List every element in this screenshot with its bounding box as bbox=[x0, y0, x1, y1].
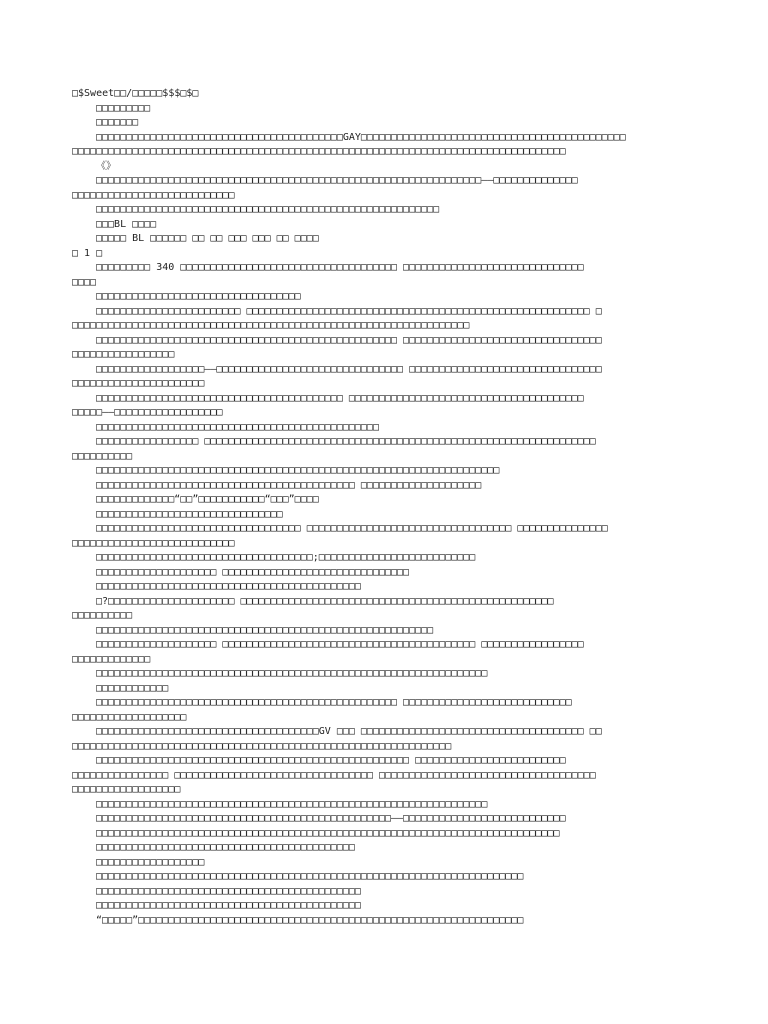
text-line: □□□□□□□□□□□□□□□□□□□□□□□□□□□□□□□□□□□□□□□□□□□□□□□□□□□□□□□□□□□□□□□□□ bbox=[96, 668, 488, 679]
text-line: □□□□□□□□□□□□ bbox=[96, 682, 169, 694]
text-line: □□□□□□□□□□□□□□□□□□□□□□□□□□□□□□□□□□□□□□□□□□□ bbox=[96, 842, 355, 853]
text-line: □□□□□□□□□□□□□□□□□□□□□□□□□□□□□□□□□□□□□□□□□□□□□□□□□——□□□□□□□□□□□□□□□□□□□□□□□□□□□ bbox=[96, 813, 566, 824]
text-line: □□□□□□□□□□□□□□□□□□□□□□□□□□□□□□□□□□□□□□□□□□□□□□□□□□□□□□□□ bbox=[96, 624, 434, 636]
text-line: □□□□□□□□□□□□□□□□□□□□□□□□□□□□□□□□□□□□□□□□□□□□□□□□□□□□□□□□□□□□□□□ bbox=[72, 740, 452, 752]
text-line: □□□□□□□□□□□□□□□□□□□□□□□□□□□□□□□□□□□□□□□□□□□□□□□□□□□□□□□□□□□□□□□□□□□□□□□□□□□□□ bbox=[96, 827, 560, 839]
text-line: □□□□□□□□□□□□□□□□ □□□□□□□□□□□□□□□□□□□□□□□□□□□□□□□□□ □□□□□□□□□□□□□□□□□□□□□□□□□□□□□□□□□□□□ bbox=[72, 769, 596, 781]
text-line: □□□□□□□□□□□□□□□□□□□□ □□□□□□□□□□□□□□□□□□□□□□□□□□□□□□□□□□□□□□□□□□ □□□□□□□□□□□□□□□□□ bbox=[96, 639, 584, 650]
text-line: □□□□□□□□□□□□□□□□□□□□□□□□□□□□□□□□□□□□□□□□□□□□ bbox=[96, 885, 361, 897]
text-line: □□□□□ BL □□□□□□ □□ □□ □□□ □□□ □□ □□□□ bbox=[96, 233, 319, 244]
text-line: □□□□□□□□□□□□□□□□□□□□□□□□□□□□□□□□□□□□□□□□□□□□□□□□□□□□□□□□□□□□□□□□——□□□□□□□□□□□□□□ bbox=[96, 175, 578, 186]
text-line: □□□□□□□□□□□□□□□□□□ bbox=[96, 856, 205, 868]
text-line: □?□□□□□□□□□□□□□□□□□□□□□ □□□□□□□□□□□□□□□□□□□□□□□□□□□□□□□□□□□□□□□□□□□□□□□□□□□□ bbox=[96, 595, 554, 607]
text-line: □□□□□□□□□□□□□□□□□□□□□□□□□□□□□□□□□□ bbox=[96, 291, 301, 302]
text-line: □□□□□□□□□□□□□□□□□□□□□□□□□□□□□□□□□□□□□□□□□ □□□□□□□□□□□□□□□□□□□□□□□□□□□□□□□□□□□□□□□ bbox=[96, 392, 584, 404]
text-line: □□□□□□□□□□□□□□□□□□□□□□□□□□□ bbox=[72, 189, 235, 201]
text-line: □□□□□□□□□□□□□□□□□□□ bbox=[72, 711, 187, 723]
text-line: □□□□□□□□□□□□□□□□□□□□□□□□□□□□□□□□□□□□□□□□□□□□□□□□□□□□□□□□□□□□□□□□□□□ bbox=[96, 465, 500, 476]
text-line: □□□□□□□□□□□□□□□□□□□□□□□□□□□□□□□□□□□□□□□□□□□□□□□□□□□□□□□□□□□□□□□□□□□□□□□ bbox=[96, 871, 524, 882]
text-line: □□□□□□□ bbox=[96, 117, 139, 128]
document-body bbox=[72, 87, 698, 928]
text-line: □□□□□□□□□□□□□□□□□ bbox=[72, 349, 175, 360]
text-line: □□□□□□□□□□□□□□□□□□——□□□□□□□□□□□□□□□□□□□□□□□□□□□□□□□ □□□□□□□□□□□□□□□□□□□□□□□□□□□□□□□□ bbox=[96, 363, 602, 375]
text-line: □□□□□□□□□□□□□□□□□□□□□□□□ □□□□□□□□□□□□□□□□□□□□□□□□□□□□□□□□□□□□□□□□□□□□□□□□□□□□□□□□□ □ bbox=[96, 305, 602, 317]
text-line: □□□□□□□□□□ bbox=[72, 450, 133, 462]
text-line: □□□□□□□□□□□□□□□□□□ bbox=[72, 784, 181, 795]
text-line: 《》 bbox=[96, 160, 116, 172]
text-line: □□□□□□□□□□□□□□□□□□□□□□□□□□□□□□□□□□□□;□□□□□□□□□□□□□□□□□□□□□□□□□□ bbox=[96, 552, 476, 563]
text-line: □ 1 □ bbox=[72, 247, 103, 259]
text-line: □□□□□□□□□□ bbox=[72, 610, 133, 621]
text-line: □□□□□□□□□□□□□□□□□□□□□□□□□□□□□□□ bbox=[96, 508, 283, 520]
text-line: □□□□□□□□□□□□□□□□□□□□□□□□□□□□□□□□□□□□□□□□□□□□□□□□□□□□□□□□□□□□□□□□□□ bbox=[72, 320, 470, 331]
text-line: □□□□□□□□□□□□□□□□□□□□□□□□□□□□□□□□□□□□□□□□□□□ □□□□□□□□□□□□□□□□□□□□ bbox=[96, 479, 482, 491]
text-line: □□□□□□□□□□□□□□□□□□□□□□□□□□□□□□□□□□□□□□□□□□□□□□□□□□□□□□□□□ bbox=[96, 204, 440, 215]
text-line: □□□□□□□□□□□□□□□□□□□□□□□□□□□□□□□□□□□□□□□□□□□□□□□ bbox=[96, 421, 379, 433]
text-line: □□□□□□□□□□□□□□□□□ □□□□□□□□□□□□□□□□□□□□□□□□□□□□□□□□□□□□□□□□□□□□□□□□□□□□□□□□□□□□□□□□□ bbox=[96, 436, 596, 447]
text-line: □□□□□□□□□□□□□□□□□□□□□□□□□□□□□□□□□□□□□□□□□□□□□□□□□□□□□□□□□□□□□□□□□□□□□□□□□□□□□□□□□□ bbox=[72, 146, 566, 157]
text-line: □□□□□□□□□□□□□ bbox=[72, 653, 151, 665]
text-line: □□□□□——□□□□□□□□□□□□□□□□□□ bbox=[72, 407, 223, 418]
text-line: □□□□□□□□□ bbox=[96, 102, 151, 114]
text-line: □□□□□□□□□□□□□□□□□□□□□□□□□□□ bbox=[72, 537, 235, 549]
text-line: “□□□□□”□□□□□□□□□□□□□□□□□□□□□□□□□□□□□□□□□□□□□□□□□□□□□□□□□□□□□□□□□□□□□□□□ bbox=[96, 914, 524, 926]
text-line: □□□□□□□□□□□□□□□□□□□□□□□□□□□□□□□□□□□□□GV □□□ □□□□□□□□□□□□□□□□□□□□□□□□□□□□□□□□□□□□□ □□ bbox=[96, 726, 602, 737]
text-line: □□□□ bbox=[72, 276, 97, 288]
text-line: □□□□□□□□□□□□□□□□□□□□□□□□□□□□□□□□□□□□□□□□□□□□□□□□□□ □□□□□□□□□□□□□□□□□□□□□□□□□□□□ bbox=[96, 697, 572, 708]
text-line: □□□□□□□□□□□□□□□□□□□□ □□□□□□□□□□□□□□□□□□□□□□□□□□□□□□□ bbox=[96, 566, 410, 578]
text-line: □□□BL □□□□ bbox=[96, 218, 157, 230]
text-line: □□□□□□□□□□□□□□□□□□□□□□□□□□□□□□□□□□□□□□□□□□□□□□□□□□□□ □□□□□□□□□□□□□□□□□□□□□□□□□ bbox=[96, 755, 566, 766]
text-line: □□□□□□□□□□□□□□□□□□□□□□□□□□□□□□□□□□□□□□□□□□□□□□□□□□ □□□□□□□□□□□□□□□□□□□□□□□□□□□□□□□□□ bbox=[96, 334, 602, 346]
text-line: □□□□□□□□□□□□□□□□□□□□□□□□□□□□□□□□□□□□□□□□□GAY□□□□□□□□□□□□□□□□□□□□□□□□□□□□□□□□□□□□□□□□□□□□ bbox=[96, 131, 626, 143]
text-line: □□□□□□□□□□□□□□□□□□□□□□ bbox=[72, 378, 205, 389]
document-title-line: □$Sweet□□/□□□□□$$$□$□ bbox=[72, 88, 199, 99]
text-line: □□□□□□□□□□□□□□□□□□□□□□□□□□□□□□□□□□ □□□□□□□□□□□□□□□□□□□□□□□□□□□□□□□□□□ □□□□□□□□□□□□□□□ bbox=[96, 523, 608, 534]
text-line: □□□□□□□□□□□□□□□□□□□□□□□□□□□□□□□□□□□□□□□□□□□□ bbox=[96, 581, 361, 592]
text-line: □□□□□□□□□□□□□□□□□□□□□□□□□□□□□□□□□□□□□□□□□□□□□□□□□□□□□□□□□□□□□□□□□ bbox=[96, 798, 488, 810]
text-line: □□□□□□□□□□□□□□□□□□□□□□□□□□□□□□□□□□□□□□□□□□□□ bbox=[96, 900, 361, 911]
text-line: □□□□□□□□□□□□□“□□”□□□□□□□□□□□“□□□”□□□□ bbox=[96, 494, 319, 505]
text-line: □□□□□□□□□ 340 □□□□□□□□□□□□□□□□□□□□□□□□□□□□□□□□□□□□ □□□□□□□□□□□□□□□□□□□□□□□□□□□□□□ bbox=[96, 262, 584, 273]
